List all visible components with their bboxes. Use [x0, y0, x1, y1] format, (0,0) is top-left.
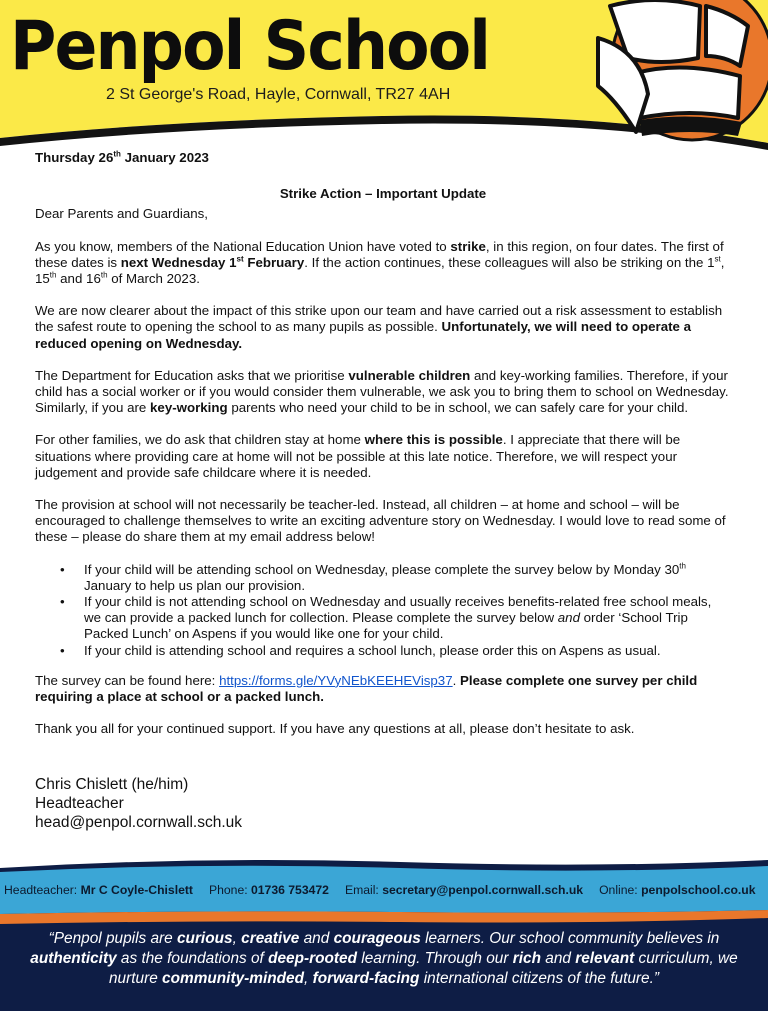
paragraph-priority-children: The Department for Education asks that we prioritise vulnerable children and key-working families. Therefore, if your child has a social worker or if you would consider them vulnerable, we ask you to bring them to school on Wednesday. Similarly, if you are key-working parents who need your child to be in school, we can safely care for your child.: [35, 367, 729, 416]
headteacher-contact: Headteacher: Mr C Coyle-Chislett: [4, 883, 193, 897]
survey-link[interactable]: https://forms.gle/YVyNEbKEEHEVisp37: [219, 672, 453, 688]
letter-body: [35, 150, 731, 848]
paragraph-provision: The provision at school will not necessarily be teacher-led. Instead, all children – at home and school – will be encouraged to challenge themselves to write an exciting adventure story on Wednesday. I would love to read some of these – please do share them at my email address below!: [35, 497, 726, 545]
list-item: • If your child will be attending school on Wednesday, please complete the survey below by Monday 30th January to help us plan our provision.: [84, 562, 731, 594]
paragraph-other-families: For other families, we do ask that children stay at home where this is possible. I appreciate that there will be situations where providing care at home will not be possible at this late notice. Therefore, we will respect your judgement and provide safe childcare where it is needed.: [35, 432, 681, 480]
email-contact: Email: secretary@penpol.cornwall.sch.uk: [344, 883, 584, 897]
school-address: 2 St George's Road, Hayle, Cornwall, TR27 4AH: [106, 86, 451, 103]
paragraph-thanks: Thank you all for your continued support. If you have any questions at all, please don’t hesitate to ask.: [35, 721, 635, 737]
phone-contact: Phone: 01736 753472: [208, 883, 329, 897]
signature-role: Headteacher: [35, 795, 124, 813]
sailboat-roundel-icon: [580, 0, 768, 150]
signature-name: Chris Chislett (he/him): [35, 776, 189, 794]
paragraph-reduced-opening: We are now clearer about the impact of this strike upon our team and have carried out a risk assessment to establish the safest route to opening the school to as many pupils as possible. Unfortunately, we will need to operate a reduced opening on Wednesday.: [35, 303, 723, 351]
letterhead: [0, 0, 768, 160]
signature-block: [35, 775, 731, 832]
survey-instructions-list: [35, 562, 731, 659]
school-name: Penpol School: [10, 7, 490, 86]
paragraph-survey: The survey can be found here: https://forms.gle/YVyNEbKEEHEVisp37. Please complete one survey per child requiring a place at school or a packed lunch.: [35, 672, 698, 705]
signature-email: head@penpol.cornwall.sch.uk: [35, 814, 243, 832]
contact-bar: [0, 874, 768, 906]
letter-date: Thursday 26th January 2023: [35, 149, 209, 165]
paragraph-strike-dates: As you know, members of the National Education Union have voted to strike, in this region, on four dates. The first of these dates is next Wednesday 1st February. If the action continues, these colleagues will also be striking on the 1st, 15th and 16th of March 2023.: [35, 238, 725, 287]
website-contact: Online: penpolschool.co.uk: [599, 883, 756, 897]
letter-subject: Strike Action – Important Update: [279, 186, 487, 202]
school-motto: “Penpol pupils are curious, creative and courageous learners. Our school community believes in authenticity as the foundations of deep-rooted learning. Through our rich and relevant curriculum, we nurture community-minded, forward-facing international citizens of the future.”: [30, 930, 738, 987]
list-item: • If your child is not attending school on Wednesday and usually receives benefits-related free school meals, we can provide a packed lunch for collection. Please complete the survey below and order ‘School Trip Packed Lunch’ on Aspens if you would like one for your child.: [84, 594, 731, 643]
letter-greeting: Dear Parents and Guardians,: [35, 206, 208, 222]
list-item: • If your child is attending school and requires a school lunch, please order this on Aspens as usual.: [84, 643, 731, 659]
